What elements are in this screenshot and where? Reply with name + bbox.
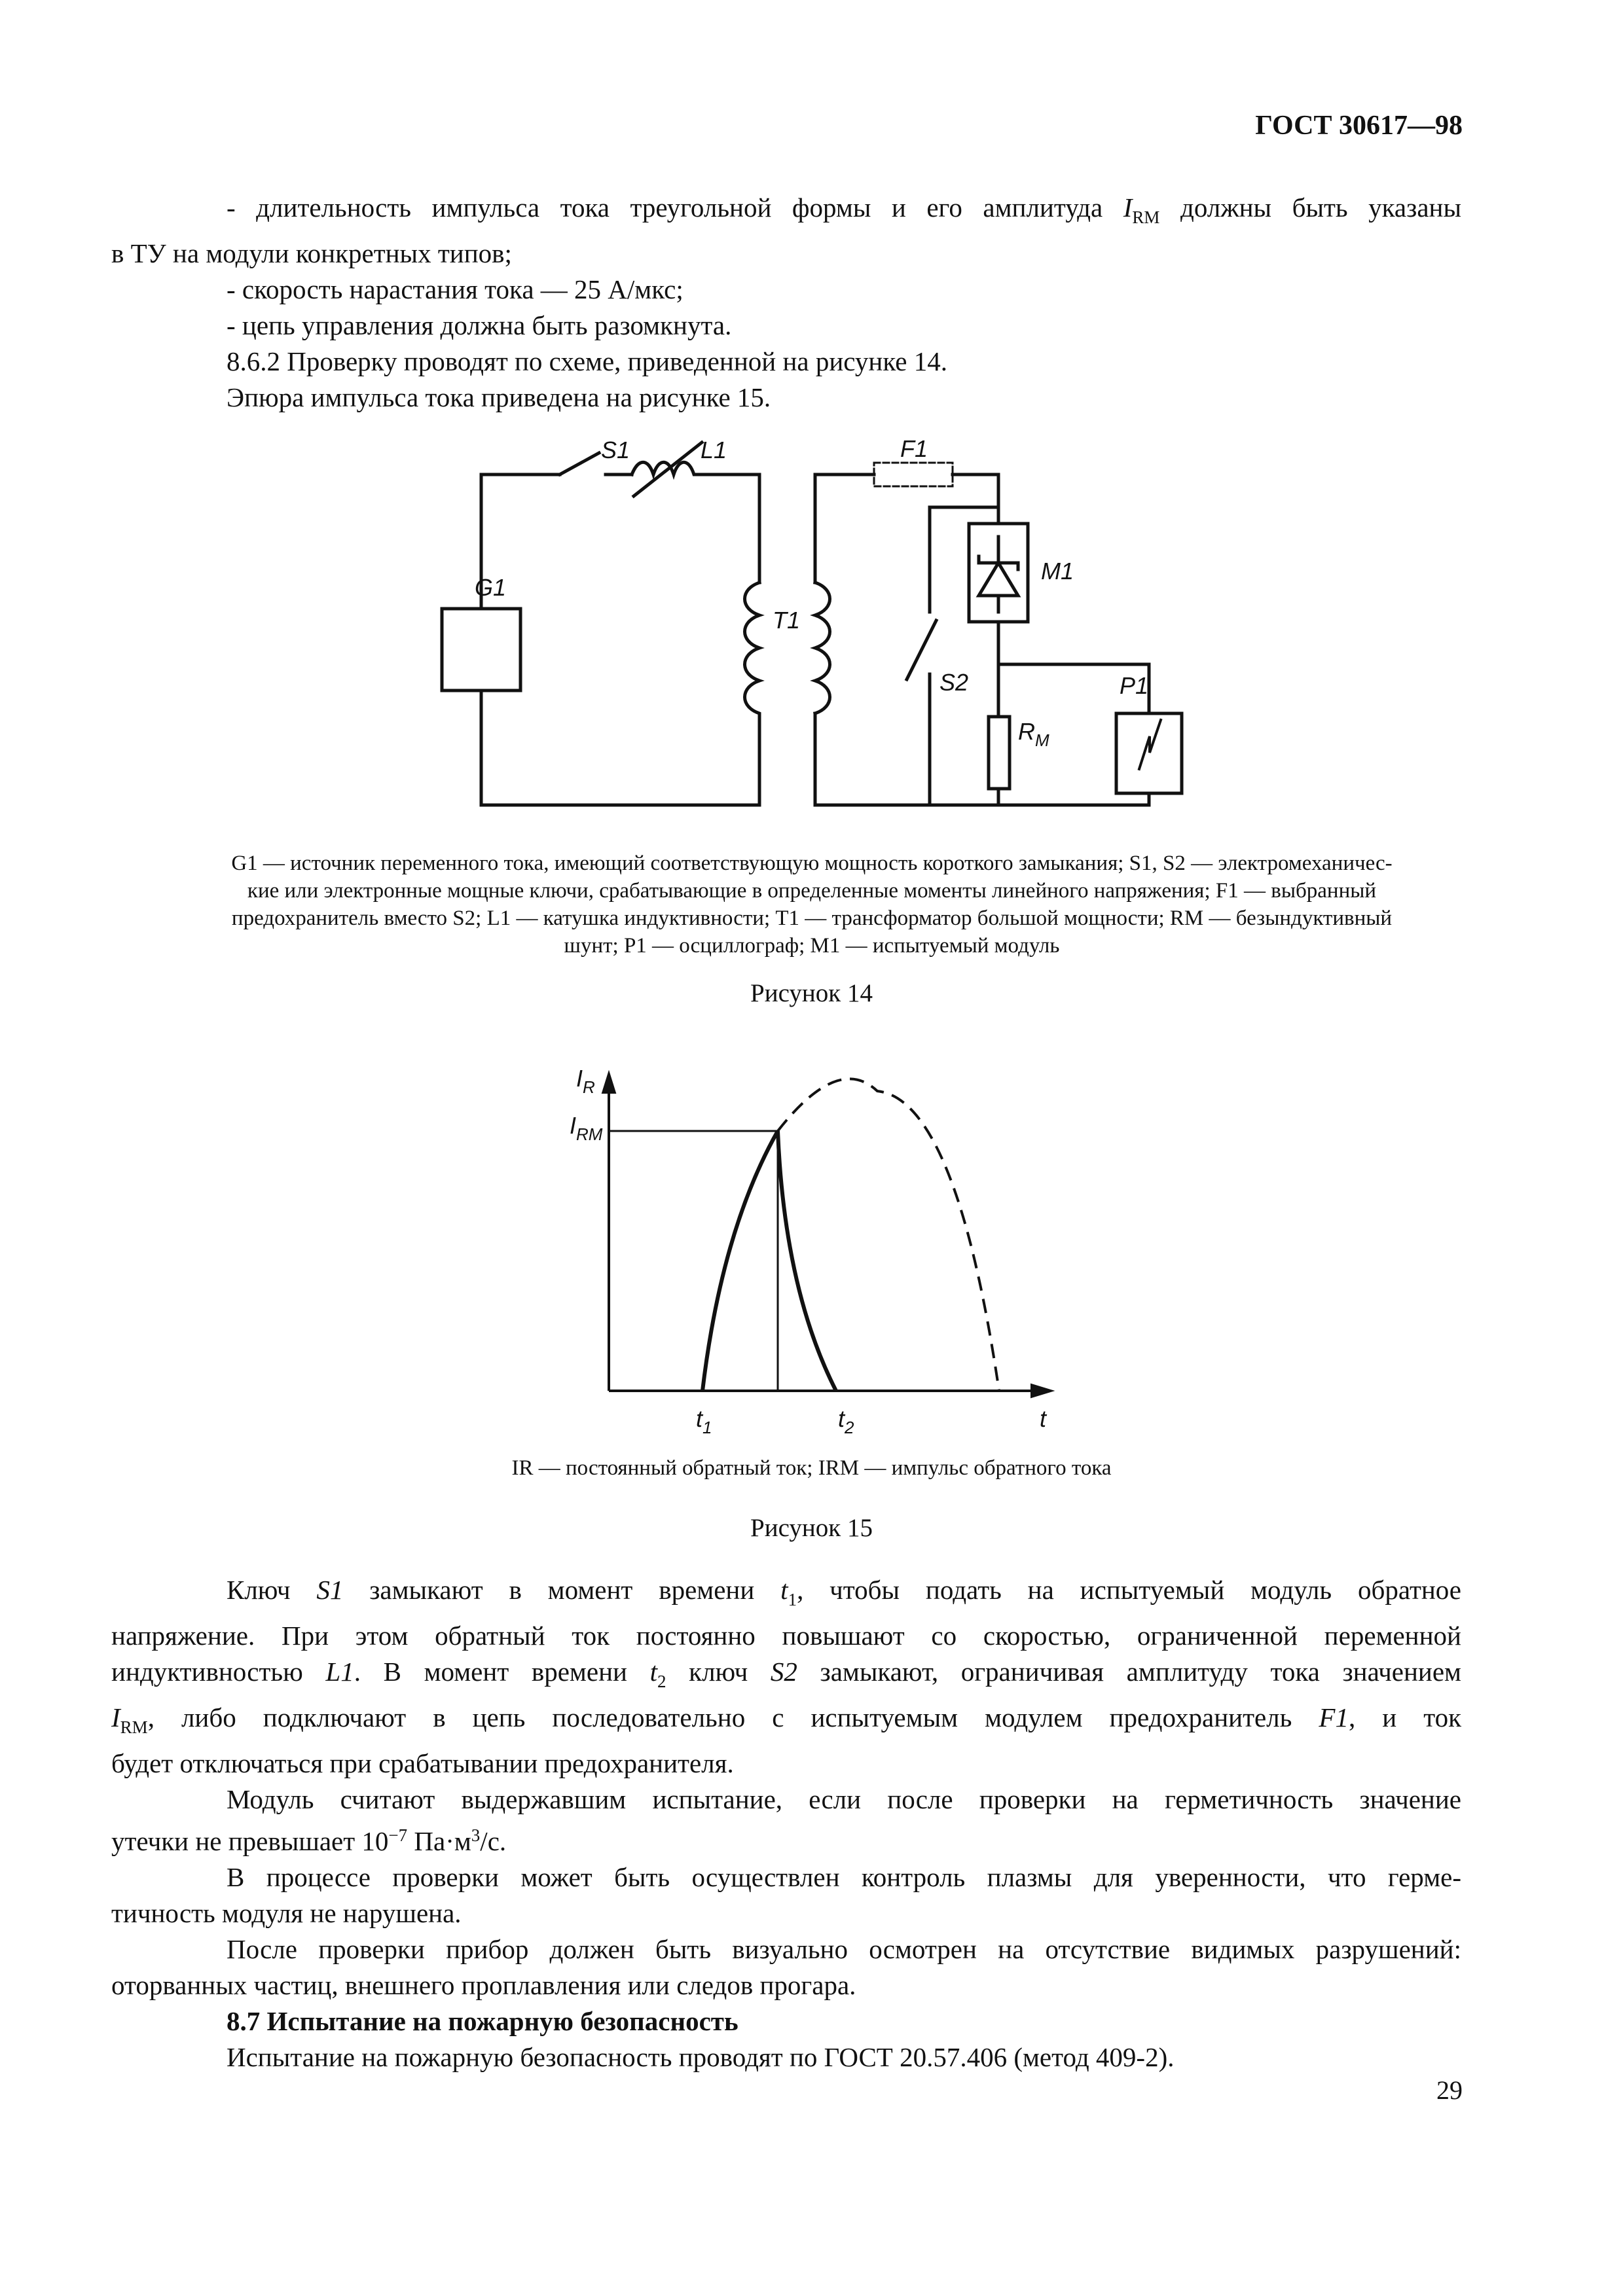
intro-line-3: - скорость нарастания тока — 25 А/мкс; [227,274,684,304]
rm-shunt [989,717,1010,789]
body-text [111,1572,1461,2075]
body-p3-line-1: В процессе проверки может быть осуществлен контроль плазмы для уверенности, что герме- [227,1862,1461,1892]
fig14-legend-line-4: шунт; P1 — осциллограф; M1 — испытуемый модуль [564,934,1060,958]
pulse-diagram [550,1060,1074,1440]
body-p1-line-2: напряжение. При этом обратный ток постоянно повышают со скоростью, ограниченной переменной [111,1621,1461,1651]
label-f1: F1 [900,435,928,462]
circuit-diagram [432,432,1205,825]
section-title: 8.7 Испытание на пожарную безопасность [227,2006,739,2036]
y-axis-arrow [602,1072,615,1093]
page-number: 29 [1436,2075,1463,2105]
body-p4-line-1: После проверки прибор должен быть визуально осмотрен на отсутствие видимых разрушений: [227,1934,1461,1964]
label-p1: P1 [1120,672,1149,699]
intro-line-1: - длительность импульса тока треугольной формы и его амплитуда $I_{RM}$ должны быть указаны [227,192,1462,227]
body-p1-line-3: индуктивностью L1. В момент времени $t_2$ ключ S2 замыкают, ограничивая амплитуду тока значением [111,1657,1462,1691]
label-t2: $t_2$ [838,1405,854,1437]
label-t1: T1 [773,607,801,634]
l1-inductor [632,462,759,583]
fig14-legend-line-2: кие или электронные мощные ключи, срабатывающие в определенные моменты линейного напряжения; F1 — выбранный [247,879,1377,903]
label-y-axis: $I_R$ [576,1065,595,1097]
body-p2-line-1: Модуль считают выдержавшим испытание, если после проверки на герметичность значение [227,1784,1461,1814]
body-p3-line-2: тичность модуля не нарушена. [111,1898,462,1928]
fig14-legend-line-3: предохранитель вместо S2; L1 — катушка индуктивности; T1 — трансформатор большой мощности; RМ — безындуктивный [231,906,1393,930]
body-p5: Испытание на пожарную безопасность проводят по ГОСТ 20.57.406 (метод 409-2). [227,2042,1175,2072]
rising-curve [702,1131,778,1391]
fig15-legend: IR — постоянный обратный ток; IRM — импульс обратного тока [511,1456,1112,1480]
label-g1: G1 [475,574,507,601]
g1-generator [442,609,520,691]
fig14-legend [124,850,1499,960]
label-s1: S1 [601,437,630,463]
intro-line-2: в ТУ на модули конкретных типов; [111,238,512,268]
standard-id: ГОСТ 30617—98 [1255,111,1463,141]
f1-fuse [874,463,953,486]
label-l1: L1 [701,437,727,463]
x-axis-arrow [1031,1384,1053,1397]
s2-switch [907,620,936,679]
intro-line-5: 8.6.2 Проверку проводят по схеме, приведенной на рисунке 14. [227,346,947,376]
body-p4-line-2: оторванных частиц, внешнего проплавления или следов прогара. [111,1970,856,2000]
p1-symbol [1139,720,1161,769]
body-p1-line-1: Ключ S1 замыкают в момент времени $t_1$, чтобы подать на испытуемый модуль обратное [227,1575,1462,1609]
intro-text [111,190,1461,416]
body-p1-line-4: $I_{RM}$, либо подключают в цепь последовательно с испытуемым модулем предохранитель F1, и ток [111,1702,1462,1737]
label-m1: M1 [1041,558,1074,584]
body-p1-line-5: будет отключаться при срабатывании предохранителя. [111,1748,734,1778]
fig14-legend-line-1: G1 — источник переменного тока, имеющий соответствующую мощность короткого замыкания; S1, S2 — электромеханичес- [231,852,1393,875]
p1-oscilloscope [1116,713,1182,793]
t1-primary-winding [481,583,759,805]
fig15-caption: Рисунок 15 [750,1514,873,1542]
label-irm: $I_{RM}$ [570,1112,603,1144]
s1-switch [560,453,599,475]
label-s2: S2 [939,669,969,696]
label-t1: $t_1$ [696,1405,712,1437]
sinusoid-envelope [778,1079,999,1391]
fig14-caption: Рисунок 14 [750,979,873,1007]
label-x-axis: t [1040,1405,1047,1432]
falling-curve [778,1131,836,1391]
intro-line-4: - цепь управления должна быть разомкнута. [227,310,732,340]
label-rm: $R_M$ [1018,718,1049,750]
t1-secondary-winding [815,583,830,713]
body-p2-line-2: утечки не превышает $10^{-7}$ $Па\cdot м^3/с$. [111,1825,507,1856]
intro-line-6: Эпюра импульса тока приведена на рисунке 15. [227,382,771,412]
